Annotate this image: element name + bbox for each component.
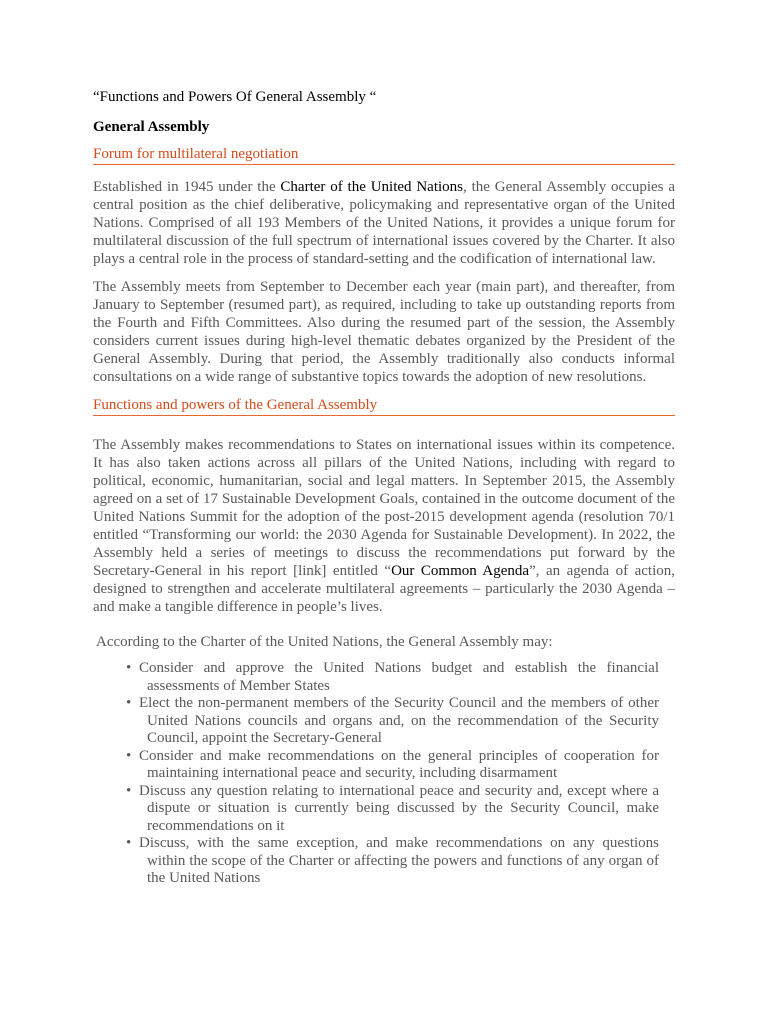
paragraph-recommendations bbox=[93, 436, 675, 616]
paragraph-established-end: , the General Assembly occupies a central position as the chief deliberative, policymaking and representative organ of the United Nations. Comprised of all 193 Members of the United Nations, it provides a unique forum for multilateral discussion of the full spectrum of international issues covered by the Charter. It also plays a central role in the process of standard-setting and the codification of international law. bbox=[93, 179, 675, 267]
list-item: • Consider and approve the United Nations budget and establish the financial assessments of Member States bbox=[126, 660, 659, 694]
section-heading-general-assembly: General Assembly bbox=[93, 119, 210, 135]
list-item: • Discuss any question relating to international peace and security and, except where a dispute or situation is currently being discussed by the Security Council, make recommendations on it bbox=[126, 782, 659, 834]
document-title: “Functions and Powers Of General Assembly “ bbox=[93, 89, 377, 105]
list-item: • Elect the non-permanent members of the Security Council and the members of other United Nations councils and organs and, on the recommendation of the Security Council, appoint the Secretary-General bbox=[126, 695, 659, 746]
paragraph-recommendations-end: ”, an agenda of action, designed to strengthen and accelerate multilateral agreements – particularly the 2030 Agenda – and make a tangible difference in people’s lives. bbox=[93, 563, 675, 615]
list-item-text: Consider and make recommendations on the general principles of cooperation for maintaining international peace and security, including disarmament bbox=[139, 747, 659, 781]
paragraph-recommendations-start: The Assembly makes recommendations to States on international issues within its competence. It has also taken actions across all pillars of the United Nations, including with regard to political, economic, humanitarian, social and legal matters. In September 2015, the Assembly agreed on a set of 17 Sustainable Development Goals, contained in the outcome document of the United Nations Summit for the adoption of the post-2015 development agenda (resolution 70/1 entitled “Transforming our world: the 2030 Agenda for Sustainable Development). In 2022, the Assembly held a series of meetings to discuss the recommendations put forward by the Secretary-General in his report [link] entitled “ bbox=[93, 437, 675, 579]
list-item: • Discuss, with the same exception, and make recommendations on any questions within the scope of the Charter or affecting the powers and functions of any organ of the United Nations bbox=[126, 835, 659, 886]
list-intro: According to the Charter of the United Nations, the General Assembly may: bbox=[96, 634, 553, 650]
list-item-text: Discuss, with the same exception, and make recommendations on any questions within the scope of the Charter or affecting the powers and functions of any organ of the United Nations bbox=[139, 835, 659, 886]
list-item-text: Discuss any question relating to international peace and security and, except where a dispute or situation is currently being discussed by the Security Council, make recommendations on it bbox=[139, 782, 659, 834]
powers-list bbox=[93, 660, 659, 888]
paragraph-sessions: The Assembly meets from September to December each year (main part), and thereafter, from January to September (resumed part), as required, including to take up outstanding reports from the Fourth and Fifth Committees. Also during the resumed part of the session, the Assembly considers current issues during high-level thematic debates organized by the President of the General Assembly. During that period, the Assembly traditionally also conducts informal consultations on a wide range of substantive topics towards the adoption of new resolutions. bbox=[93, 279, 675, 385]
charter-link[interactable]: Charter of the United Nations bbox=[280, 179, 464, 195]
list-item: • Consider and make recommendations on the general principles of cooperation for maintaining international peace and security, including disarmament bbox=[126, 747, 659, 781]
list-item-text: Consider and approve the United Nations budget and establish the financial assessments of Member States bbox=[139, 660, 659, 694]
document-page bbox=[93, 88, 675, 888]
paragraph-established bbox=[93, 178, 675, 268]
subheading-functions: Functions and powers of the General Assembly bbox=[93, 396, 675, 416]
our-common-agenda-link[interactable]: Our Common Agenda bbox=[391, 563, 530, 579]
subheading-forum: Forum for multilateral negotiation bbox=[93, 145, 675, 165]
paragraph-established-start: Established in 1945 under the bbox=[93, 179, 281, 195]
list-item-text: Elect the non-permanent members of the Security Council and the members of other United Nations councils and organs and, on the recommendation of the Security Council, appoint the Secretary-General bbox=[139, 695, 659, 746]
